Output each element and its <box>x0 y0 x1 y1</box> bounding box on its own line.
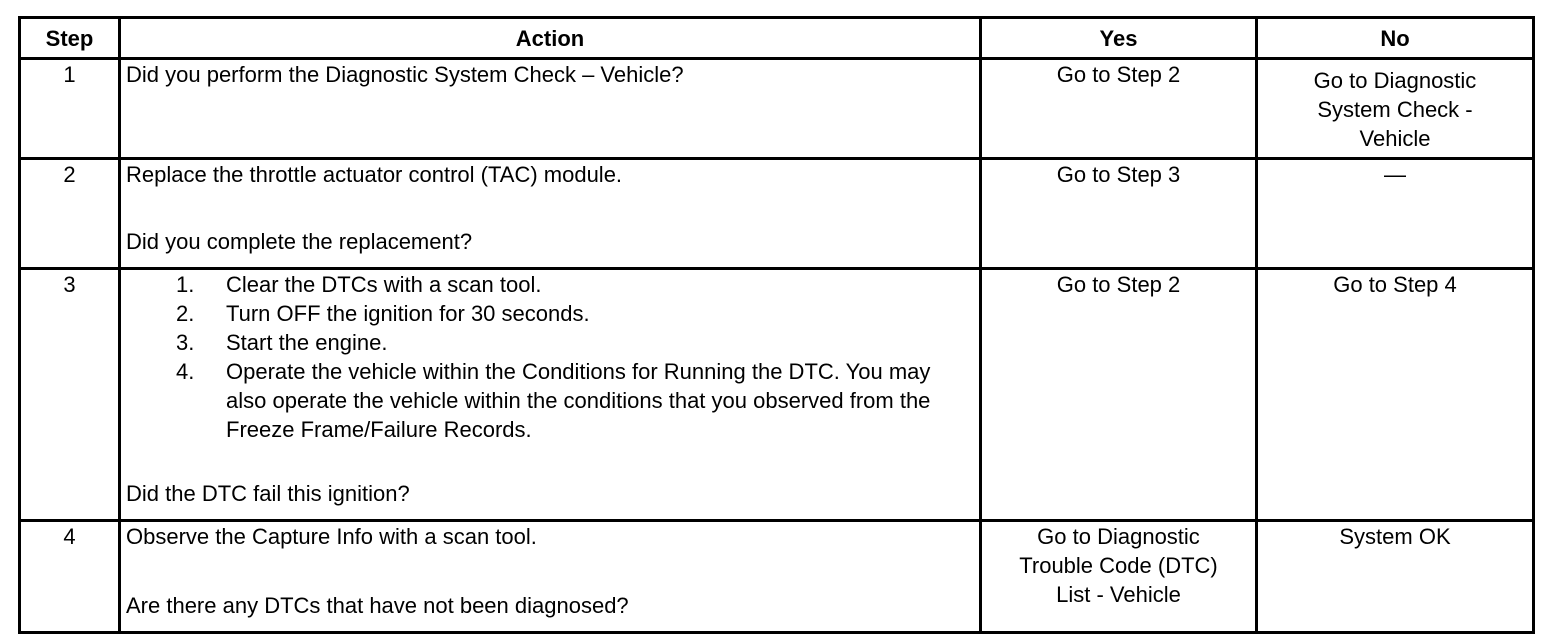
substep-text: Turn OFF the ignition for 30 seconds. <box>226 301 590 326</box>
header-yes: Yes <box>981 18 1257 59</box>
substep-number: 2. <box>176 301 195 326</box>
yes-cell: Go to Step 2 <box>981 59 1257 159</box>
action-cell <box>120 269 981 521</box>
step-number: 2 <box>20 159 120 269</box>
header-step: Step <box>20 18 120 59</box>
yes-cell: Go to Diagnostic Trouble Code (DTC) List - Vehicle <box>981 521 1257 633</box>
step-number: 3 <box>20 269 120 521</box>
substep-text: Operate the vehicle within the Conditions for Running the DTC. You may also operate the vehicle within the conditions that you observed from the Freeze Frame/Failure Records. <box>226 359 931 442</box>
no-cell: System OK <box>1257 521 1534 633</box>
list-item <box>176 270 974 299</box>
action-question: Are there any DTCs that have not been diagnosed? <box>126 593 629 618</box>
header-action: Action <box>120 18 981 59</box>
table-row <box>20 521 1534 633</box>
action-question: Did you complete the replacement? <box>126 229 473 254</box>
list-item <box>176 357 974 444</box>
list-item <box>176 328 974 357</box>
action-text: Observe the Capture Info with a scan tool. <box>126 524 537 549</box>
action-text: Did you perform the Diagnostic System Check – Vehicle? <box>126 62 684 87</box>
action-question: Did the DTC fail this ignition? <box>126 481 410 506</box>
yes-cell: Go to Step 3 <box>981 159 1257 269</box>
table-row <box>20 159 1534 269</box>
header-no: No <box>1257 18 1534 59</box>
substep-text: Start the engine. <box>226 330 388 355</box>
action-cell <box>120 159 981 269</box>
action-cell <box>120 59 981 159</box>
step-number: 1 <box>20 59 120 159</box>
action-cell <box>120 521 981 633</box>
header-row <box>20 18 1534 59</box>
substep-number: 1. <box>176 272 195 297</box>
action-text: Replace the throttle actuator control (TAC) module. <box>126 162 623 187</box>
substep-list <box>126 270 974 444</box>
no-cell: Go to Diagnostic System Check - Vehicle <box>1257 59 1534 159</box>
no-cell: Go to Step 4 <box>1257 269 1534 521</box>
yes-cell: Go to Step 2 <box>981 269 1257 521</box>
substep-number: 4. <box>176 359 195 384</box>
substep-number: 3. <box>176 330 195 355</box>
diagnostic-table <box>18 16 1535 634</box>
table-row <box>20 269 1534 521</box>
no-cell: — <box>1257 159 1534 269</box>
step-number: 4 <box>20 521 120 633</box>
substep-text: Clear the DTCs with a scan tool. <box>226 272 542 297</box>
list-item <box>176 299 974 328</box>
table-row <box>20 59 1534 159</box>
